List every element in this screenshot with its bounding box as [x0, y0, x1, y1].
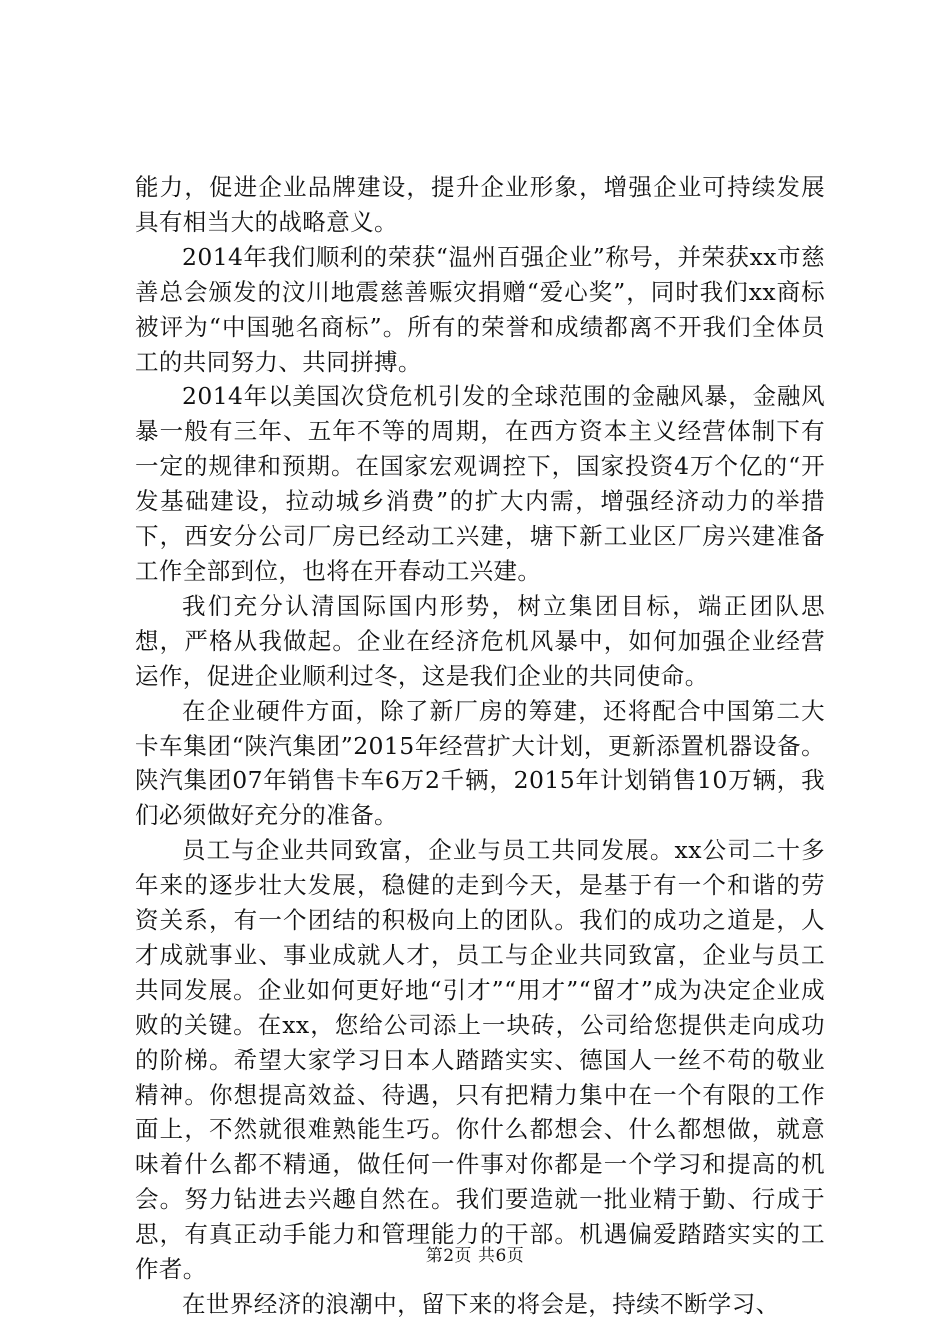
- page-number-footer: 第2页 共6页: [425, 1246, 525, 1266]
- paragraph-continuation: 能力，促进企业品牌建设，提升企业形象，增强企业可持续发展具有相当大的战略意义。: [135, 173, 825, 236]
- paragraph-financial-storm: 2014年以美国次贷危机引发的全球范围的金融风暴，金融风暴一般有三年、五年不等的周期，在西方资本主义经营体制下有一定的规律和预期。在国家宏观调控下，国家投资4万个亿的“开发基础建设，拉动城乡消费”的扩大内需，增强经济动力的举措下，西安分公司厂房已经动工兴建，塘下新工业区厂房兴建准备工作全部到位，也将在开春动工兴建。: [135, 382, 825, 585]
- paragraph-honors: 2014年我们顺利的荣获“温州百强企业”称号，并荣获xx市慈善总会颁发的汶川地震慈善赈灾捐赠“爱心奖”，同时我们xx商标被评为“中国驰名商标”。所有的荣誉和成绩都离不开我们全体员工的共同努力、共同拼搏。: [135, 242, 825, 376]
- paragraph-world-economy: 在世界经济的浪潮中，留下来的将会是，持续不断学习、: [182, 1290, 780, 1318]
- document-body: [135, 170, 825, 1322]
- paragraph-hardware: 在企业硬件方面，除了新厂房的筹建，还将配合中国第二大卡车集团“陕汽集团”2015年经营扩大计划，更新添置机器设备。陕汽集团07年销售卡车6万2千辆，2015年计划销售10万辆，我们必须做好充分的准备。: [135, 696, 825, 830]
- paragraph-staff-development: 员工与企业共同致富，企业与员工共同发展。xx公司二十多年来的逐步壮大发展，稳健的走到今天，是基于有一个和谐的劳资关系，有一个团结的积极向上的团队。我们的成功之道是，人才成就事业、事业成就人才，员工与企业共同致富，企业与员工共同发展。企业如何更好地“引才”“用才”“留才”成为决定企业成败的关键。在xx，您给公司添上一块砖，公司给您提供走向成功的阶梯。希望大家学习日本人踏踏实实、德国人一丝不苟的敬业精神。你想提高效益、待遇，只有把精力集中在一个有限的工作面上，不然就很难熟能生巧。你什么都想会、什么都想做，就意味着什么都不精通，做任何一件事对你都是一个学习和提高的机会。努力钻进去兴趣自然在。我们要造就一批业精于勤、行成于思，有真正动手能力和管理能力的干部。机遇偏爱踏踏实实的工作者。: [135, 836, 825, 1284]
- paragraph-situation: 我们充分认清国际国内形势，树立集团目标，端正团队思想，严格从我做起。企业在经济危机风暴中，如何加强企业经营运作，促进企业顺利过冬，这是我们企业的共同使命。: [135, 591, 825, 690]
